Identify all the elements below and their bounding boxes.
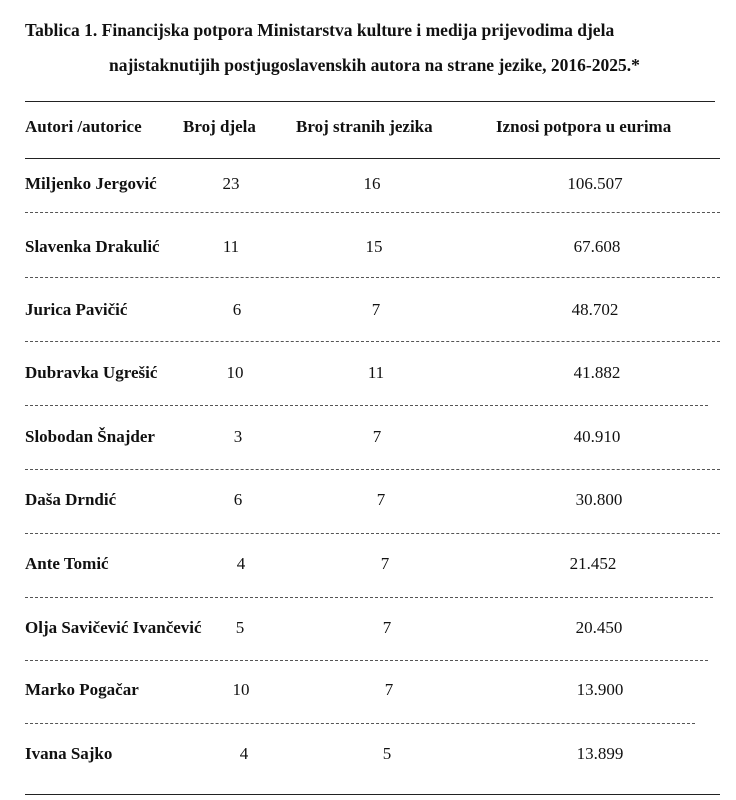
row-languages: 15 — [365, 237, 383, 256]
row-amount: 13.900 — [576, 680, 624, 699]
row-author: Olja Savičević Ivančević — [25, 618, 202, 637]
row-author: Slobodan Šnajder — [25, 427, 155, 446]
row-divider — [25, 341, 720, 342]
row-divider — [25, 405, 708, 406]
row-languages: 7 — [382, 618, 392, 637]
row-author: Dubravka Ugrešić — [25, 363, 158, 382]
row-languages: 7 — [380, 554, 390, 573]
row-works: 11 — [222, 237, 240, 256]
row-divider — [25, 660, 708, 661]
row-works: 5 — [235, 618, 245, 637]
row-languages: 5 — [382, 744, 392, 763]
top-rule — [25, 101, 715, 102]
header-languages: Broj stranih jezika — [296, 117, 433, 136]
row-amount: 41.882 — [573, 363, 621, 382]
row-author: Jurica Pavičić — [25, 300, 128, 319]
header-amount: Iznosi potpora u eurima — [496, 117, 672, 136]
row-amount: 106.507 — [567, 174, 623, 193]
row-divider — [25, 533, 720, 534]
bottom-rule — [25, 794, 720, 795]
table-title-line-1: Tablica 1. Financijska potpora Ministarstva kulture i medija prijevodima djela — [25, 20, 615, 40]
row-author: Ivana Sajko — [25, 744, 113, 763]
row-divider — [25, 469, 720, 470]
row-amount: 48.702 — [571, 300, 619, 319]
row-languages: 16 — [363, 174, 381, 193]
row-amount: 13.899 — [576, 744, 624, 763]
row-works: 23 — [222, 174, 240, 193]
row-works: 10 — [232, 680, 250, 699]
row-works: 4 — [239, 744, 249, 763]
row-works: 10 — [226, 363, 244, 382]
row-author: Marko Pogačar — [25, 680, 139, 699]
table-title-line-2: najistaknutijih postjugoslavenskih autora na strane jezike, 2016-2025.* — [109, 55, 640, 75]
row-amount: 21.452 — [569, 554, 617, 573]
row-divider — [25, 277, 720, 278]
row-languages: 7 — [384, 680, 394, 699]
row-divider — [25, 597, 713, 598]
header-rule — [25, 158, 720, 159]
row-author: Ante Tomić — [25, 554, 109, 573]
row-divider — [25, 212, 720, 213]
row-works: 4 — [236, 554, 246, 573]
row-amount: 40.910 — [573, 427, 621, 446]
row-amount: 20.450 — [575, 618, 623, 637]
row-amount: 67.608 — [573, 237, 621, 256]
row-divider — [25, 723, 695, 724]
row-author: Slavenka Drakulić — [25, 237, 160, 256]
row-languages: 7 — [376, 490, 386, 509]
row-languages: 7 — [371, 300, 381, 319]
row-languages: 11 — [367, 363, 385, 382]
header-authors: Autori /autorice — [25, 117, 142, 136]
row-works: 6 — [233, 490, 243, 509]
row-author: Miljenko Jergović — [25, 174, 157, 193]
row-works: 6 — [232, 300, 242, 319]
row-works: 3 — [233, 427, 243, 446]
header-works: Broj djela — [183, 117, 256, 136]
row-languages: 7 — [372, 427, 382, 446]
row-amount: 30.800 — [575, 490, 623, 509]
row-author: Daša Drndić — [25, 490, 117, 509]
